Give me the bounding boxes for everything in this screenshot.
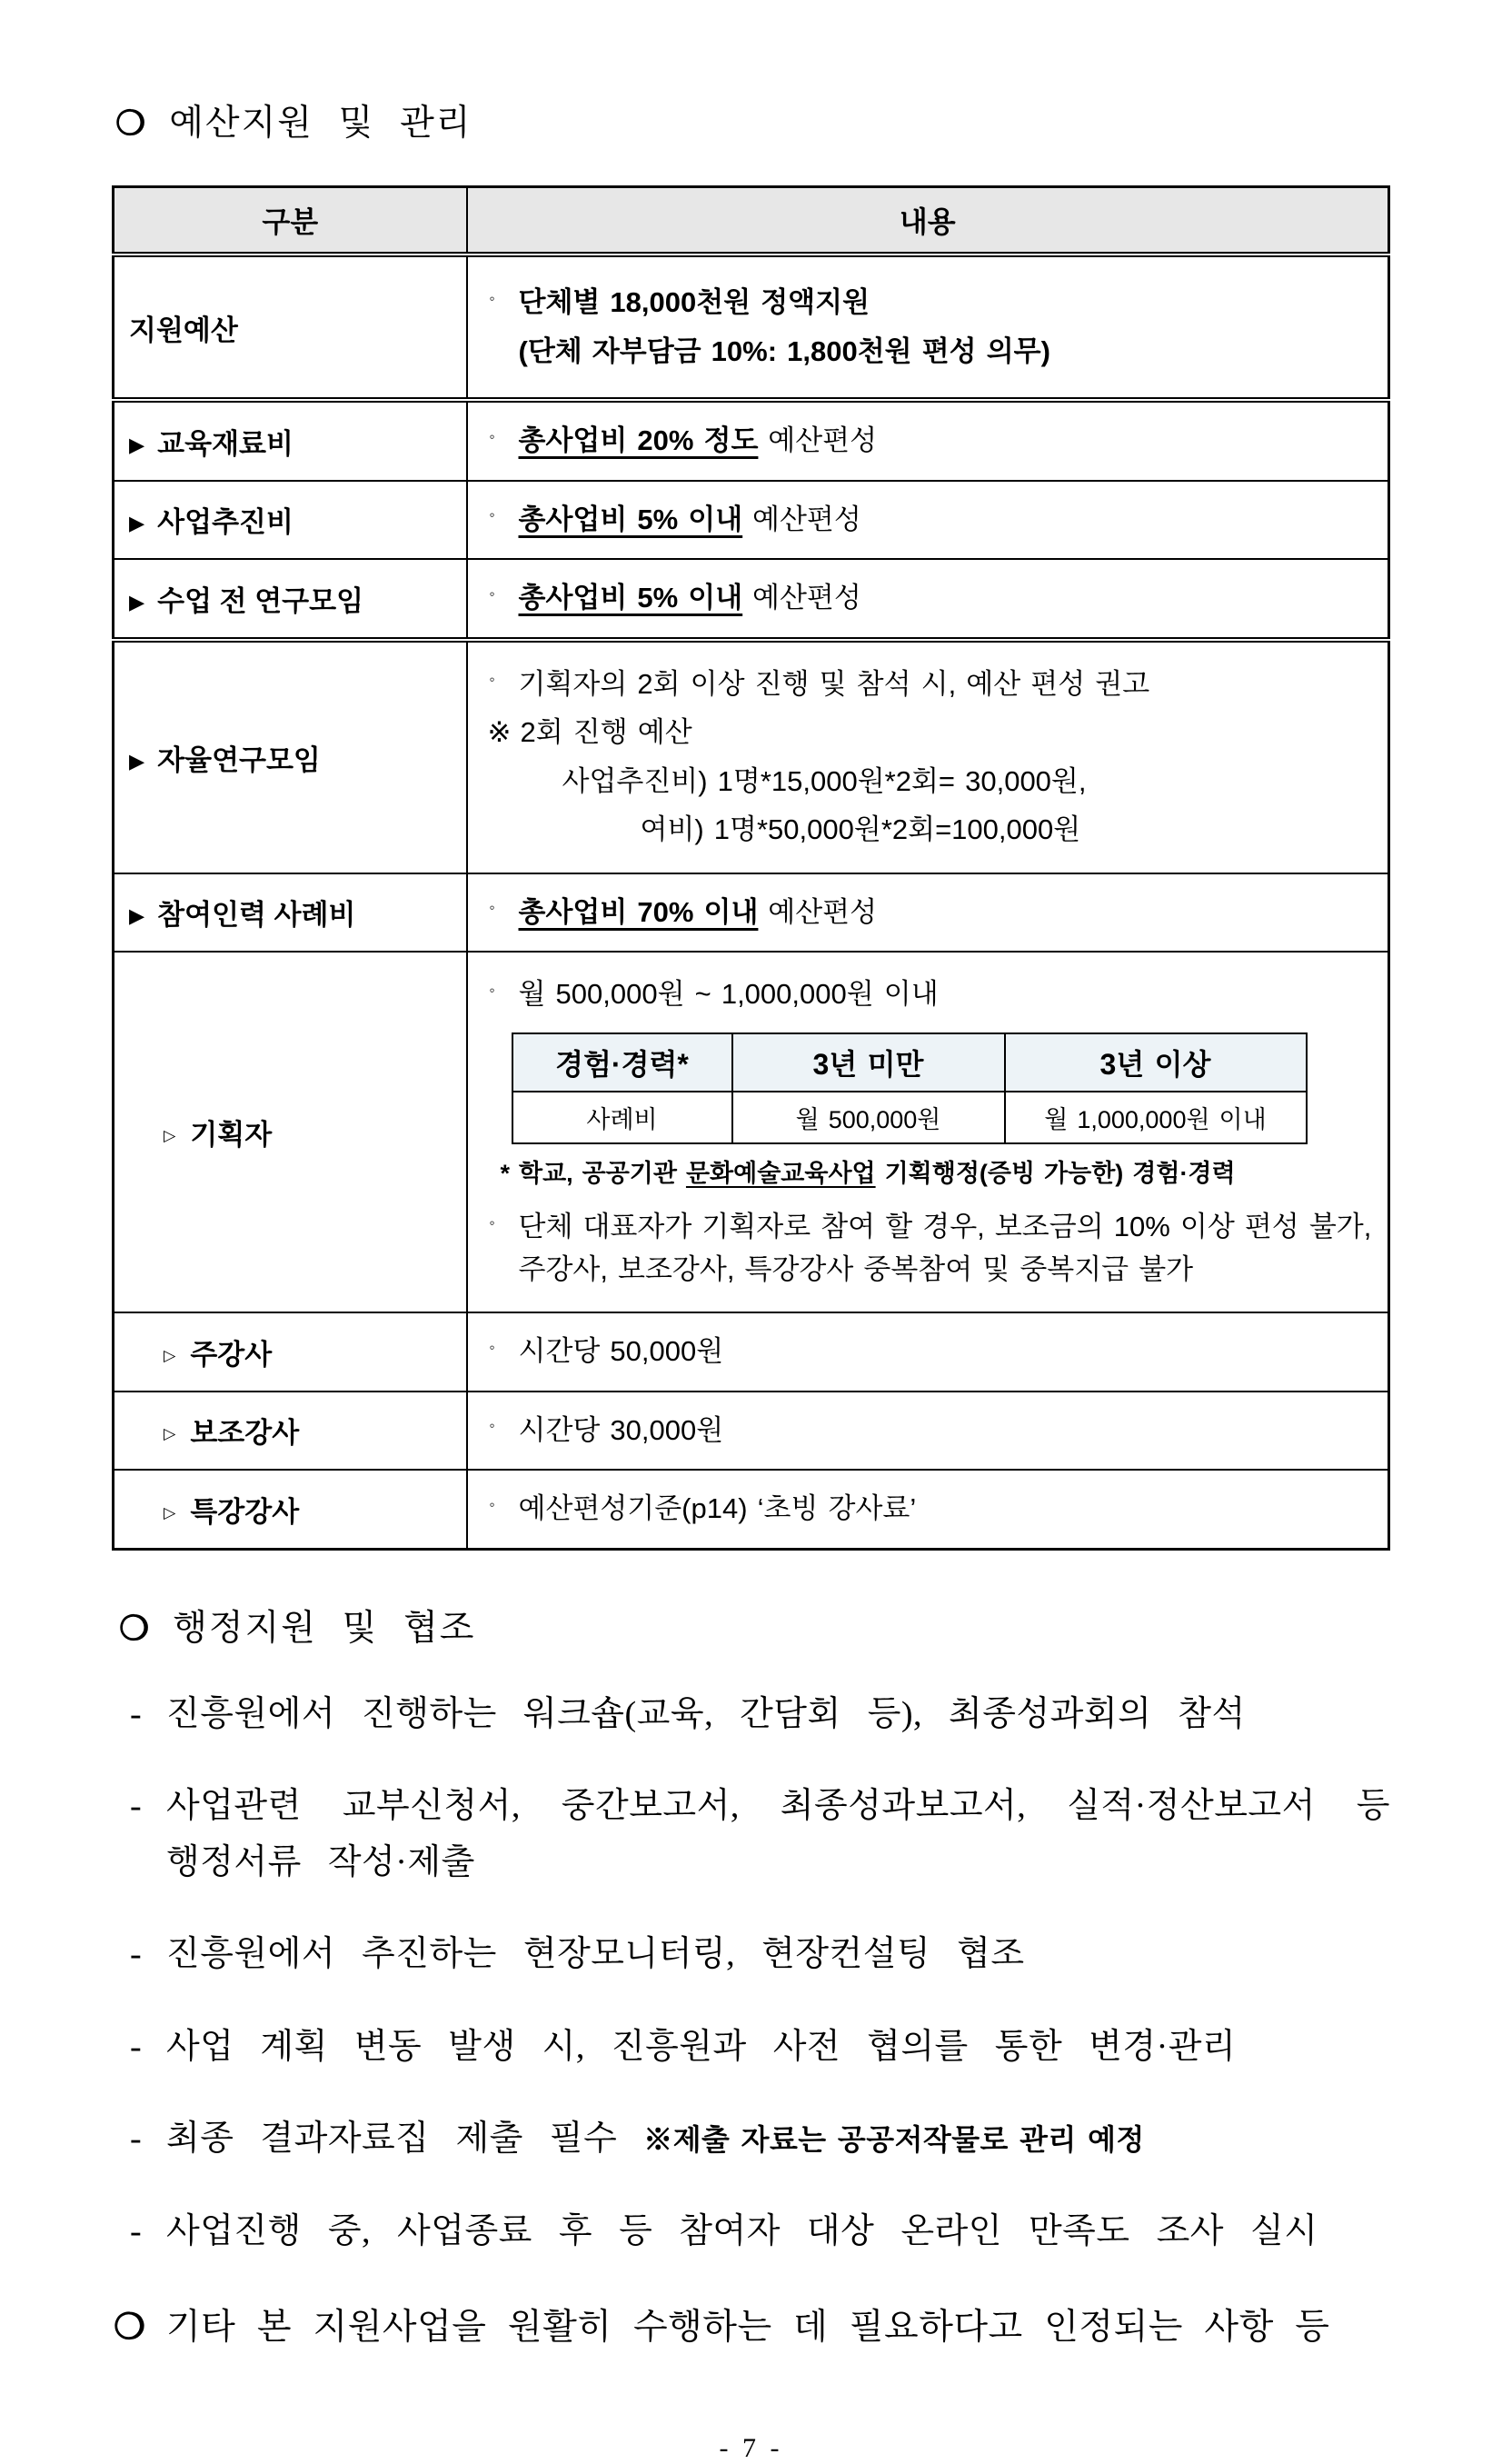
budget-line-2-text: (단체 자부담금 10%: 1,800천원 편성 의무) bbox=[518, 334, 1050, 367]
table-header-row bbox=[114, 187, 1389, 255]
planner-rate-table bbox=[512, 1032, 1308, 1144]
planner-note-underline: 문화예술교육사업 bbox=[685, 1159, 876, 1187]
row-label-text: 기획자 bbox=[190, 1119, 273, 1151]
circle-bullet-icon: ◦ bbox=[489, 671, 495, 689]
section-heading-text: 행정지원 및 협조 bbox=[173, 1608, 476, 1648]
table-row-planner bbox=[114, 952, 1389, 1312]
row-content-assistant-instructor bbox=[467, 1392, 1389, 1471]
dash-bullet-icon: - bbox=[130, 2027, 143, 2066]
circle-bullet-icon: ◦ bbox=[489, 506, 495, 524]
row-content-participants-fee bbox=[467, 873, 1389, 953]
dash-bullet-icon: - bbox=[130, 1935, 143, 1974]
hollow-triangle-icon: ▷ bbox=[164, 1424, 176, 1443]
hollow-triangle-icon: ▷ bbox=[164, 1502, 176, 1521]
section-bullet-icon: ❍ bbox=[115, 105, 148, 143]
circle-bullet-icon: ◦ bbox=[489, 584, 495, 603]
materials-rest: 예산편성 bbox=[768, 424, 878, 456]
special-instructor-text: 예산편성기준(p14) ‘초빙 강사료’ bbox=[518, 1492, 917, 1524]
rate-header-under-3yr: 3년 미만 bbox=[732, 1033, 1005, 1092]
dash-bullet-icon: - bbox=[130, 2211, 143, 2250]
budget-table bbox=[112, 185, 1390, 1551]
row-content-special-instructor bbox=[467, 1470, 1389, 1549]
row-label-text: 주강사 bbox=[190, 1338, 273, 1371]
circle-bullet-icon: ◦ bbox=[489, 981, 495, 999]
row-label-participants-fee bbox=[114, 873, 467, 953]
main-instructor-line bbox=[486, 1331, 1376, 1373]
reference-mark-icon: ※ bbox=[487, 716, 512, 748]
planner-line-2 bbox=[486, 1206, 1376, 1291]
self-study-line-1-text: 기획자의 2회 이상 진행 및 참석 시, 예산 편성 권고 bbox=[518, 667, 1150, 700]
assistant-instructor-line bbox=[486, 1410, 1376, 1452]
row-label-text: 교육재료비 bbox=[157, 427, 293, 460]
row-content-materials bbox=[467, 400, 1389, 481]
pre-class-meeting-emphasis: 총사업비 5% 이내 bbox=[518, 582, 743, 614]
filled-triangle-icon: ▶ bbox=[129, 904, 145, 928]
filled-triangle-icon: ▶ bbox=[129, 433, 145, 456]
section-bullet-icon: ❍ bbox=[114, 2308, 146, 2348]
main-instructor-text: 시간당 50,000원 bbox=[518, 1335, 724, 1367]
admin-item-text: 사업관련 교부신청서, 중간보고서, 최종성과보고서, 실적·정산보고서 등 행정서류 작성·제출 bbox=[166, 1787, 1390, 1881]
column-header-division: 구분 bbox=[114, 187, 467, 255]
planner-note bbox=[501, 1155, 1376, 1192]
promotion-rest: 예산편성 bbox=[752, 503, 861, 535]
rate-cell-under-3yr: 월 500,000원 bbox=[732, 1092, 1005, 1143]
page-number: - 7 - bbox=[719, 2432, 783, 2463]
page-content bbox=[112, 0, 1390, 2464]
circle-bullet-icon: ◦ bbox=[489, 427, 495, 445]
row-content-main-instructor bbox=[467, 1312, 1389, 1392]
table-row-promotion bbox=[114, 481, 1389, 560]
filled-triangle-icon: ▶ bbox=[129, 749, 145, 773]
dash-bullet-icon: - bbox=[130, 1787, 143, 1826]
row-label-main-instructor bbox=[114, 1312, 467, 1392]
section-heading-text: 예산지원 및 관리 bbox=[169, 104, 472, 143]
row-label-budget bbox=[114, 254, 467, 400]
row-label-text: 지원예산 bbox=[129, 314, 238, 346]
self-study-line-4-text: 여비) 1명*50,000원*2회=100,000원 bbox=[640, 813, 1081, 845]
etc-item bbox=[112, 2301, 1390, 2355]
filled-triangle-icon: ▶ bbox=[129, 512, 145, 535]
row-label-text: 특강강사 bbox=[190, 1495, 300, 1528]
table-row-budget bbox=[114, 254, 1389, 400]
planner-rate-data-row bbox=[512, 1092, 1307, 1143]
row-content-pre-class-meeting bbox=[467, 559, 1389, 640]
materials-emphasis: 총사업비 20% 정도 bbox=[518, 424, 759, 456]
circle-bullet-icon: ◦ bbox=[489, 1213, 495, 1232]
planner-note-suffix: 기획행정(증빙 가능한) 경험·경력 bbox=[875, 1159, 1236, 1187]
self-study-line-3 bbox=[486, 761, 1376, 803]
admin-item-note: ※제출 자료는 공공저작물로 관리 예정 bbox=[643, 2124, 1145, 2157]
section-heading-admin bbox=[119, 1600, 1390, 1651]
row-label-text: 자율연구모임 bbox=[157, 743, 321, 776]
row-label-text: 사업추진비 bbox=[157, 506, 293, 539]
row-label-self-study bbox=[114, 640, 467, 873]
circle-bullet-icon: ◦ bbox=[489, 899, 495, 917]
admin-item-3 bbox=[112, 1927, 1390, 1983]
admin-item-2 bbox=[112, 1779, 1390, 1890]
participants-fee-line bbox=[486, 892, 1376, 934]
table-row-materials bbox=[114, 400, 1389, 481]
budget-line-1 bbox=[486, 282, 1376, 324]
admin-item-4 bbox=[112, 2020, 1390, 2076]
column-header-content: 내용 bbox=[467, 187, 1389, 255]
table-row-main-instructor bbox=[114, 1312, 1389, 1392]
planner-rate-header-row bbox=[512, 1033, 1307, 1092]
promotion-emphasis: 총사업비 5% 이내 bbox=[518, 503, 743, 535]
admin-item-text: 진흥원에서 추진하는 현장모니터링, 현장컨설팅 협조 bbox=[166, 1935, 1025, 1974]
circle-bullet-icon: ◦ bbox=[489, 1417, 495, 1435]
row-content-planner bbox=[467, 952, 1389, 1312]
pre-class-meeting-line bbox=[486, 577, 1376, 620]
row-content-promotion bbox=[467, 481, 1389, 560]
row-label-text: 수업 전 연구모임 bbox=[157, 584, 364, 617]
dash-bullet-icon: - bbox=[130, 2120, 143, 2159]
self-study-line-3-text: 사업추진비) 1명*15,000원*2회= 30,000원, bbox=[562, 764, 1087, 797]
admin-item-text: 사업 계획 변동 발생 시, 진흥원과 사전 협의를 통한 변경·관리 bbox=[166, 2027, 1237, 2066]
materials-line bbox=[486, 420, 1376, 463]
dash-bullet-icon: - bbox=[130, 1694, 143, 1733]
rate-header-over-3yr: 3년 이상 bbox=[1005, 1033, 1307, 1092]
table-row-participants-fee bbox=[114, 873, 1389, 953]
self-study-line-2-text: 2회 진행 예산 bbox=[520, 716, 692, 748]
etc-item-text: 기타 본 지원사업을 원활히 수행하는 데 필요하다고 인정되는 사항 등 bbox=[166, 2308, 1330, 2348]
participants-fee-emphasis: 총사업비 70% 이내 bbox=[518, 895, 759, 928]
circle-bullet-icon: ◦ bbox=[489, 1338, 495, 1356]
budget-line-2 bbox=[486, 331, 1376, 374]
planner-note-prefix: * 학교, 공공기관 bbox=[500, 1159, 686, 1187]
planner-line-1 bbox=[486, 973, 1376, 1016]
rate-cell-over-3yr: 월 1,000,000원 이내 bbox=[1005, 1092, 1307, 1143]
admin-item-1 bbox=[112, 1687, 1390, 1743]
pre-class-meeting-rest: 예산편성 bbox=[752, 582, 861, 614]
circle-bullet-icon: ◦ bbox=[489, 1495, 495, 1513]
table-row-pre-class-meeting bbox=[114, 559, 1389, 640]
section-bullet-icon: ❍ bbox=[119, 1610, 152, 1648]
row-label-text: 참여인력 사례비 bbox=[157, 899, 356, 932]
row-label-planner bbox=[114, 952, 467, 1312]
table-row-special-instructor bbox=[114, 1470, 1389, 1549]
table-row-assistant-instructor bbox=[114, 1392, 1389, 1471]
section-heading-budget bbox=[115, 95, 1390, 145]
admin-item-text: 진흥원에서 진행하는 워크숍(교육, 간담회 등), 최종성과회의 참석 bbox=[166, 1694, 1246, 1733]
self-study-line-4 bbox=[486, 809, 1376, 852]
assistant-instructor-text: 시간당 30,000원 bbox=[518, 1413, 724, 1446]
budget-line-1-text: 단체별 18,000천원 정액지원 bbox=[518, 286, 870, 318]
participants-fee-rest: 예산편성 bbox=[768, 895, 878, 928]
hollow-triangle-icon: ▷ bbox=[164, 1126, 176, 1144]
planner-line-1-text: 월 500,000원 ~ 1,000,000원 이내 bbox=[518, 978, 939, 1010]
self-study-line-1 bbox=[486, 663, 1376, 706]
admin-item-6 bbox=[112, 2204, 1390, 2260]
row-label-text: 보조강사 bbox=[190, 1417, 300, 1450]
admin-item-5 bbox=[112, 2111, 1390, 2168]
admin-item-text: 사업진행 중, 사업종료 후 등 참여자 대상 온라인 만족도 조사 실시 bbox=[166, 2211, 1318, 2250]
row-label-special-instructor bbox=[114, 1470, 467, 1549]
row-content-self-study bbox=[467, 640, 1389, 873]
admin-item-text: 최종 결과자료집 제출 필수 bbox=[166, 2120, 618, 2159]
table-row-self-study bbox=[114, 640, 1389, 873]
hollow-triangle-icon: ▷ bbox=[164, 1345, 176, 1364]
planner-line-2-text: 단체 대표자가 기획자로 참여 할 경우, 보조금의 10% 이상 편성 불가, 주강사, 보조강사, 특강강사 중복참여 및 중복지급 불가 bbox=[518, 1211, 1372, 1285]
promotion-line bbox=[486, 499, 1376, 542]
circle-bullet-icon: ◦ bbox=[489, 289, 495, 307]
filled-triangle-icon: ▶ bbox=[129, 590, 145, 614]
row-label-promotion bbox=[114, 481, 467, 560]
row-label-pre-class-meeting bbox=[114, 559, 467, 640]
rate-cell-fee-label: 사례비 bbox=[512, 1092, 732, 1143]
special-instructor-line bbox=[486, 1488, 1376, 1531]
row-label-materials bbox=[114, 400, 467, 481]
row-label-assistant-instructor bbox=[114, 1392, 467, 1471]
self-study-line-2 bbox=[486, 712, 1376, 754]
row-content-budget bbox=[467, 254, 1389, 400]
rate-header-experience: 경험·경력* bbox=[512, 1033, 732, 1092]
